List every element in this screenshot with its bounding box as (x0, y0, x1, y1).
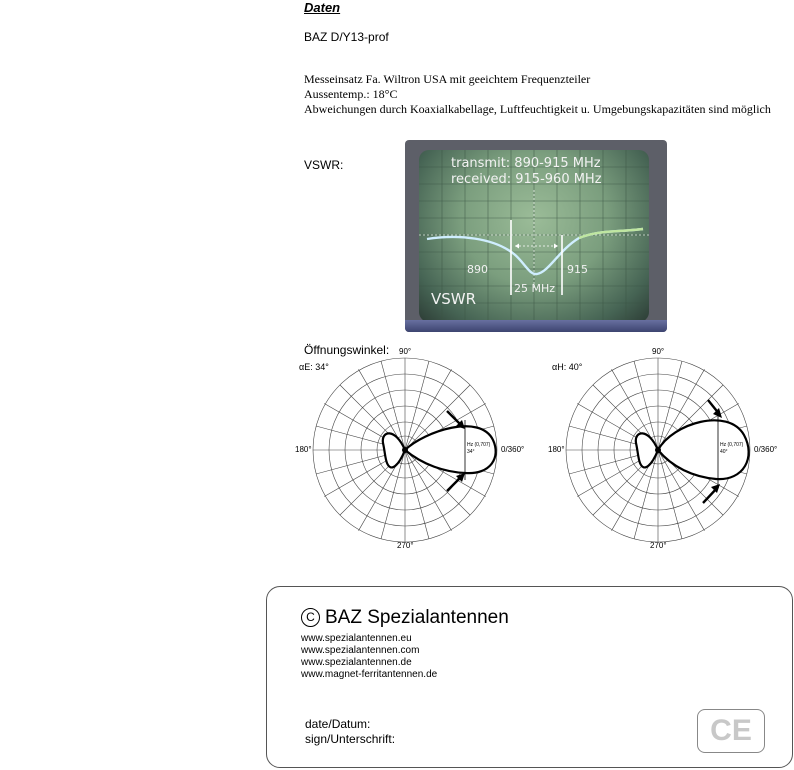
scope-marker-890: 890 (467, 263, 488, 276)
polar-e-angle-bottom: 270° (397, 541, 414, 550)
website-list (301, 633, 437, 681)
polar-e-corner-label: αE: 34° (299, 362, 329, 372)
brand-name: BAZ Spezialantennen (325, 607, 509, 628)
polar-e-main-lobe (405, 426, 496, 473)
scope-caption: VSWR (431, 290, 477, 308)
polar-h-angle-right: 0/360° (754, 445, 778, 454)
polar-h-beamwidth-label: 40° (720, 449, 728, 455)
note-deviations: Abweichungen durch Koaxialkabellage, Luftfeuchtigkeit u. Umgebungskapazitäten sind möglich (304, 102, 771, 116)
note-measurement: Messeinsatz Fa. Wiltron USA mit geeichtem Frequenzteiler (304, 72, 591, 86)
opening-angle-title: Öffnungswinkel: (304, 343, 390, 357)
website-link[interactable]: www.magnet-ferritantennen.de (301, 669, 438, 680)
copyright-icon: C (301, 608, 320, 627)
scope-bandwidth: 25 MHz (514, 282, 556, 295)
brand-title (301, 607, 509, 629)
polar-e-angle-left: 180° (295, 445, 312, 454)
polar-h-main-lobe (658, 420, 749, 479)
polar-diagram-e (295, 345, 525, 555)
polar-h-angle-bottom: 270° (650, 541, 667, 550)
oscilloscope-screen (419, 150, 649, 322)
polar-h-corner-label: αH: 40° (552, 362, 583, 372)
website-link[interactable]: www.spezialantennen.com (301, 645, 420, 656)
polar-diagram-h (548, 345, 778, 555)
scope-marker-915: 915 (567, 263, 588, 276)
polar-e-halfpower-label: Hz (0,707) (467, 442, 491, 448)
oscilloscope-photo (405, 140, 667, 332)
sign-label: sign/Unterschrift: (305, 732, 396, 746)
scope-received-text: received: 915-960 MHz (451, 172, 602, 187)
date-label: date/Datum: (305, 717, 371, 731)
polar-h-angle-top: 90° (652, 347, 665, 356)
polar-e-beamwidth-label: 34° (467, 449, 475, 455)
polar-h-angle-left: 180° (548, 445, 565, 454)
oscilloscope-bezel (405, 320, 667, 332)
signature-block (305, 717, 395, 747)
section-heading: Daten (304, 0, 341, 15)
polar-h-halfpower-label: Hz (0,707) (720, 442, 744, 448)
website-link[interactable]: www.spezialantennen.de (301, 657, 412, 668)
website-link[interactable]: www.spezialantennen.eu (301, 633, 412, 644)
vswr-label: VSWR: (304, 158, 344, 172)
ce-mark: CE (697, 709, 765, 753)
scope-transmit-text: transmit: 890-915 MHz (451, 156, 601, 171)
polar-e-angle-top: 90° (399, 347, 412, 356)
polar-e-angle-right: 0/360° (501, 445, 525, 454)
note-temperature: Aussentemp.: 18°C (304, 87, 398, 101)
footer-card (266, 586, 793, 768)
model-name: BAZ D/Y13-prof (304, 30, 389, 44)
vswr-trace (427, 229, 643, 274)
